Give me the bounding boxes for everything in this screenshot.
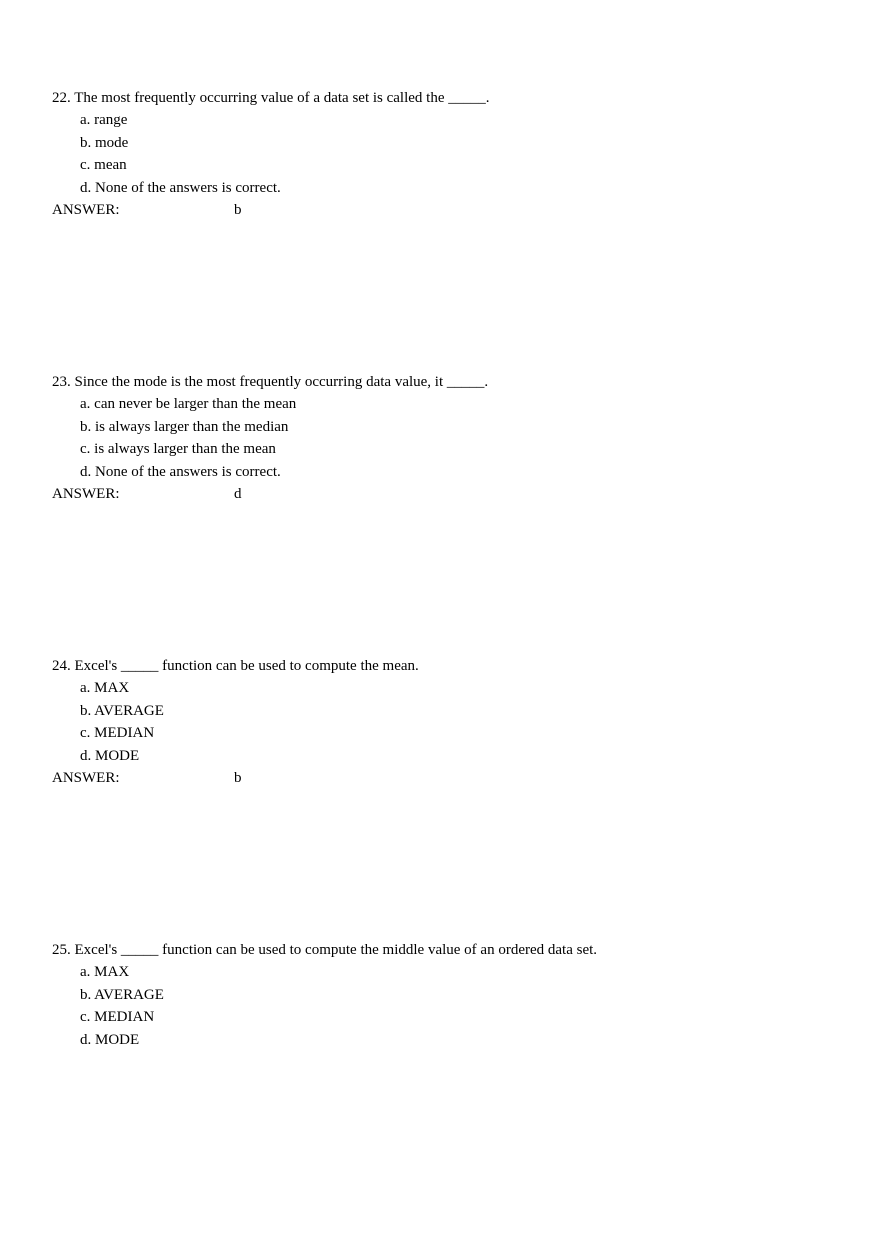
- question-text: 25. Excel's _____ function can be used to compute the middle value of an ordered data set.: [52, 942, 598, 958]
- option-d: d. None of the answers is correct.: [80, 463, 281, 480]
- option-a: a. can never be larger than the mean: [80, 396, 297, 412]
- option-b: b. AVERAGE: [80, 986, 164, 1003]
- option-c: c. MEDIAN: [80, 725, 155, 741]
- question-text: 22. The most frequently occurring value of a data set is called the _____.: [52, 90, 490, 106]
- option-d: d. MODE: [80, 1031, 140, 1048]
- question-text: 24. Excel's _____ function can be used to compute the mean.: [52, 658, 419, 674]
- question-22: [52, 87, 852, 221]
- option-a: a. MAX: [80, 964, 130, 980]
- option-d: d. None of the answers is correct.: [80, 179, 281, 196]
- question-23: [52, 371, 852, 505]
- answer-value: b: [234, 202, 242, 218]
- question-text: 23. Since the mode is the most frequently occurring data value, it _____.: [52, 374, 489, 390]
- answer-row: [52, 199, 852, 221]
- answer-row: [52, 483, 852, 505]
- question-25: [52, 939, 852, 1051]
- answer-label: ANSWER:: [52, 770, 120, 786]
- option-c: c. MEDIAN: [80, 1009, 155, 1025]
- answer-row: [52, 767, 852, 789]
- answer-label: ANSWER:: [52, 202, 120, 218]
- option-b: b. mode: [80, 134, 129, 151]
- option-a: a. range: [80, 112, 128, 128]
- option-d: d. MODE: [80, 747, 140, 764]
- option-b: b. AVERAGE: [80, 702, 164, 719]
- option-a: a. MAX: [80, 680, 130, 696]
- option-c: c. mean: [80, 157, 127, 173]
- answer-value: d: [234, 486, 242, 502]
- option-b: b. is always larger than the median: [80, 418, 289, 435]
- option-c: c. is always larger than the mean: [80, 441, 276, 457]
- answer-label: ANSWER:: [52, 486, 120, 502]
- answer-value: b: [234, 770, 242, 786]
- question-24: [52, 655, 852, 789]
